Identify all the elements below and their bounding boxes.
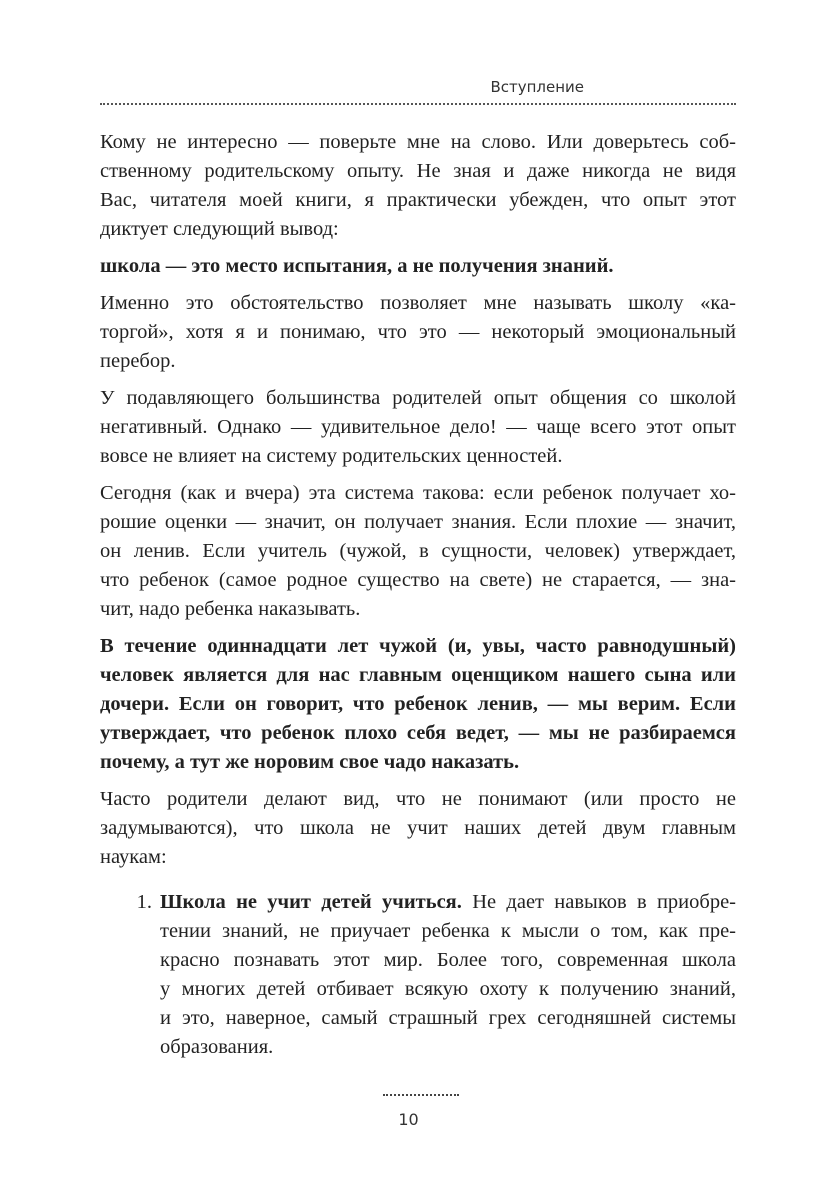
text-line: Кому не интересно — поверьте мне на слово. Или доверьтесь соб- [100,131,736,153]
text-line: что ребенок (самое родное существо на свете) не старается, — зна- [100,569,736,591]
text-line: задумываются), что школа не учит наших детей двум главным [100,817,736,839]
footer-divider [383,1094,459,1096]
page-number: 10 [398,1110,419,1129]
text-line: утверждает, что ребенок плохо себя ведет, — мы не разбираемся [100,722,736,744]
text-line: Часто родители делают вид, что не понимают (или просто не [100,788,736,810]
text-line: человек является для нас главным оценщиком нашего сына или [100,664,736,686]
paragraph [100,479,736,624]
text-line: школа — это место испытания, а не получения знаний. [100,255,614,277]
text-line: у многих детей отбивает всякую охоту к получению знаний, [160,978,736,1000]
text-line: образования. [160,1036,274,1058]
text-line: вовсе не влияет на систему родительских ценностей. [100,445,563,467]
text-line: негативный. Однако — удивительное дело! — чаще всего этот опыт [100,416,736,438]
list-number: 1. [136,891,152,913]
text-line: перебор. [100,350,176,372]
list-item-lead: Школа не учит детей учиться. [160,891,462,913]
text-line: Сегодня (как и вчера) эта система такова: если ребенок получает хо- [100,482,736,504]
text-line: ственному родительскому опыту. Не зная и даже никогда не видя [100,160,736,182]
paragraph [100,384,736,471]
paragraph [100,128,736,244]
header-divider [100,103,736,105]
paragraph [100,785,736,872]
text-line: и это, наверное, самый страшный грех сегодняшней системы [160,1007,736,1029]
text-line: красно познавать этот мир. Более того, современная школа [160,949,736,971]
list-item-first-rest: Не дает навыков в приобре- [461,891,736,913]
text-line: чит, надо ребенка наказывать. [100,598,361,620]
text-line: У подавляющего большинства родителей опыт общения со школой [100,387,736,409]
text-line: наукам: [100,846,167,868]
text-line: дочери. Если он говорит, что ребенок ленив, — мы верим. Если [100,693,736,715]
text-line: диктует следующий вывод: [100,218,339,240]
paragraph [100,289,736,376]
text-line: почему, а тут же норовим свое чадо наказать. [100,751,520,773]
text-line: он ленив. Если учитель (чужой, в сущности, человек) утверждает, [100,540,736,562]
paragraph [100,252,736,281]
page-body [100,128,736,1062]
text-line: тении знаний, не приучает ребенка к мысли о том, как пре- [160,920,736,942]
text-line: В течение одиннадцати лет чужой (и, увы, часто равнодушный) [100,635,736,657]
running-header: Вступление [490,78,584,96]
list-item-first-line [160,888,736,917]
text-line: торгой», хотя я и понимаю, что это — некоторый эмоциональный [100,321,736,343]
text-line: Вас, читателя моей книги, я практически убежден, что опыт этот [100,189,736,211]
paragraph [100,632,736,777]
list-item [100,888,736,1062]
text-line: рошие оценки — значит, он получает знания. Если плохие — значит, [100,511,736,533]
text-line: Именно это обстоятельство позволяет мне называть школу «ка- [100,292,736,314]
